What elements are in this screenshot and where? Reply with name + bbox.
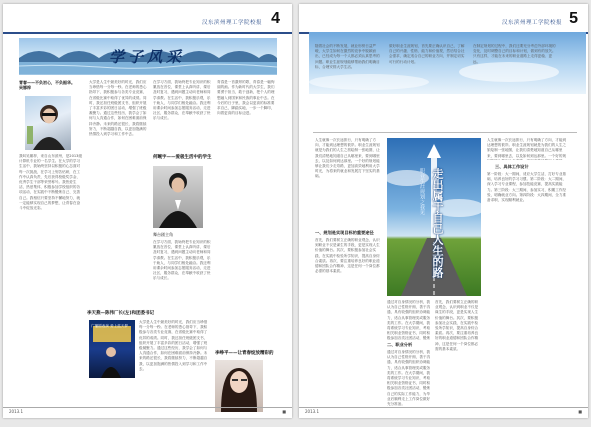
photo-caption-2-sub: 舞台剧主角 bbox=[153, 232, 173, 237]
article-column-3: 首先，我们要树立正确的职业观念，认识到职业不仅是谋生的手段，更是实现人生价值的舞台。其次，要积极参加社会实践，在实践中检验所学知识，提高自身综合素质。再次，要注重培养良好的职业道德和团队合作精神，这是任何一个岗位都必需的基本素质。 bbox=[435, 300, 479, 351]
left-page bbox=[3, 4, 292, 418]
page-number: 5 bbox=[569, 10, 578, 27]
article-column-3: 在学习方面，我始终把专业知识的积累放在首位，课堂上认真听讲，课后及时复习，遇到问题主动向老师和同学请教。在生活中，我积极乐观，乐于助人，与同学们相处融洽。我还利用课余时间参加志愿服务活动，走进社区，服务群众，在奉献中收获了快乐与成长。 bbox=[153, 80, 211, 121]
stage-banner-text: 广播剧表演 爱上蓝天梦 bbox=[91, 324, 129, 328]
portrait-photo-1 bbox=[25, 96, 71, 150]
intro-quote: 青春——不负初心，不负韶华。 bbox=[19, 80, 75, 85]
photo-caption-3: 李天燕—陈伟厂长(左)和团委书记 bbox=[87, 311, 155, 316]
intro-author: 吴娜梓 bbox=[19, 85, 31, 91]
photo-caption-4: 李峥平——让青春绽放精彩的 bbox=[215, 351, 274, 356]
right-footer bbox=[299, 407, 588, 414]
newspaper-name: 汉东滨州理工学院校报 bbox=[501, 20, 562, 26]
top-column-3: 在制定规划的过程中，我们还要充分考虑外部环境的变化，及时调整自己的目标和计划，做到有的放矢。只有这样，才能在未来的职业道路上走得更稳、更远。 bbox=[473, 44, 556, 64]
article-column-2: 通过对自身情况的分析，我认为自己性格开朗，善于沟通，具有较强的组织协调能力，适合从事管理类或服务类的工作。在大学期间，我将系统学习专业知识，考取相关职业资格证书，同时积极参加各类社团活动，锻炼 bbox=[387, 300, 431, 340]
article-column-1: 人生就像一次长途旅行，只有明确了方向，才能到达理想的彼岸。职业生涯规划就是为我们的人生之旅绘制一张地图，让我们清楚地知道自己从哪里来，要到哪里去，以及如何到达那里。一个好的规划能够让我们少走弯路，更加高效地利用大学时光，为将来的就业和发展打下坚实的基础。 bbox=[315, 138, 380, 179]
poster-subtitle: 职业生涯规划之我见 bbox=[419, 168, 425, 215]
footer-mark: ■ bbox=[578, 409, 582, 414]
left-footer bbox=[3, 407, 292, 414]
poster-image bbox=[387, 138, 481, 296]
portrait-photo-2 bbox=[153, 166, 203, 228]
newspaper-name: 汉东滨州理工学院校报 bbox=[201, 20, 262, 26]
footer-date: 2013.1 bbox=[9, 409, 23, 414]
heading-2: 二、职业分析 bbox=[387, 342, 413, 347]
section-title: 学子风采 bbox=[109, 48, 186, 66]
section-divider bbox=[313, 132, 577, 133]
article-column-1: 我叫吴娜梓，来自山东滨州，是2013级计算机专业的一名学生。在大学的学习生活中，我始终坚持以积极的心态面对每一次挑战，在学习上刻苦钻研，在工作中认真负责，先后获得校级奖学金、优秀学生干部等荣誉称号。我热爱生活，热爱集体，积极参加学校组织的各项活动，在实践中不断锻炼自己、完善自己。我相信只要坚持不懈地努力，就一定能够实现自己的梦想，让青春在奋斗中绽放光彩。 bbox=[19, 154, 83, 211]
portrait-photo-4 bbox=[215, 360, 263, 412]
section-banner bbox=[19, 38, 277, 75]
article-column-2: 大学是人生中最美好的时光，我们应当珍惜每一分每一秒。在老师的悉心指导下，我积极参与各类专业竞赛，在省级比赛中取得了优异的成绩。同时，我还担任班级团支书，组织开展了丰富多彩的团日活动，增强了班级凝聚力。通过这些经历，我学会了如何与人沟通合作，如何在困难面前保持冷静。未来的路还很长，我将继续努力，不断超越自我，以更加饱满的热情投入到学习和工作中去。 bbox=[89, 80, 147, 137]
article-column-4: 人生就像一次长途旅行，只有明确了方向，才能到达理想的彼岸。职业生涯规划就是为我们的人生之旅绘制一张地图，让我们清楚地知道自己从哪里来，要到哪里去，以及如何到达那里。一个好的规 bbox=[487, 138, 567, 158]
page-number: 4 bbox=[271, 10, 280, 27]
article-column-4b: 第一阶段：大一期间，适应大学生活，打好专业基础，培养良好的学习习惯。第二阶段：大二期间，深入学习专业课程，参加技能竞赛，提高实践能力。第三阶段：大三期间，参加实习，积累工作经验，明确就业方向。第四阶段：大四期间，全力准备求职，实现顺利就业。 bbox=[487, 172, 567, 203]
article-column-2b: 通过对自身情况的分析，我认为自己性格开朗，善于沟通，具有较强的组织协调能力，适合从事管理类或服务类的工作。在大学期间，我将系统学习专业知识，考取相关职业资格证书，同时积极参加各类社团活动，锻炼自己的实际工作能力，为毕业后顺利走上工作岗位做好充分准备。 bbox=[387, 350, 431, 406]
footer-mark: ■ bbox=[282, 409, 286, 414]
right-page bbox=[299, 4, 588, 418]
photo-caption-2: 何畹宇——爱极生活中的学生 bbox=[153, 155, 212, 160]
article-column-5: 大学是人生中最美好的时光，我们应当珍惜每一分每一秒。在老师的悉心指导下，我积极参与各类专业竞赛，在省级比赛中取得了优异的成绩。同时，我还担任班级团支书，组织开展了丰富多彩的团日活动，增强了班级凝聚力。通过这些经历，我学会了如何与人沟通合作，如何在困难面前保持冷静。未来的路还很长，我将继续努力，不断超越自我，以更加饱满的热情投入到学习和工作中去。 bbox=[139, 320, 208, 371]
intro-block bbox=[19, 80, 75, 90]
article-column-1b: 首先，我们要树立正确的职业观念，认识到职业不仅是谋生的手段，更是实现人生价值的舞台。其次，要积极参加社会实践，在实践中检验所学知识，提高自身综合素质。再次，要注重培养良好的职业道德和团队合作精神，这是任何一个岗位都必需的基本素质。 bbox=[315, 238, 380, 274]
article-column-3b: 在学习方面，我始终把专业知识的积累放在首位，课堂上认真听讲，课后及时复习，遇到问题主动向老师和同学请教。在生活中，我积极乐观，乐于助人，与同学们相处融洽。我还利用课余时间参加志愿服务活动，走进社区，服务群众，在奉献中收获了快乐与成长。 bbox=[153, 240, 211, 281]
footer-date: 2013.1 bbox=[305, 409, 319, 414]
top-column-1: 随着社会的不断发展，就业形势日益严峻，大学生如何在激烈的竞争中脱颖而出，已经成为每一个人都必须认真思考的问题。职业生涯规划能够帮助我们明确目标，合理安排大学生活。 bbox=[315, 44, 380, 69]
article-column-4: 青春是一首激昂的歌，青春是一幅绚丽的画。作为新时代的大学生，我们要勇于担当，敢于创新，把个人的理想融入到国家和民族的事业中去。在今后的日子里，我会以更高的标准要求自己，脚踏实地，一步一个脚印，向着更高的目标迈进。 bbox=[217, 80, 275, 116]
heading-1: 一、规划是实现目标的重要途径 bbox=[315, 230, 374, 235]
left-header bbox=[3, 10, 292, 34]
top-column-2: 做好职业生涯规划，首先要正确认识自己，了解自己的兴趣、性格、能力和价值观，然后结合社会需求，确定适合自己的职业方向，并制定切实可行的行动计划。 bbox=[389, 44, 465, 64]
poster-title: 走出属于自己人生的路 bbox=[431, 168, 444, 278]
heading-3: 三、具体工作设计 bbox=[495, 164, 529, 169]
